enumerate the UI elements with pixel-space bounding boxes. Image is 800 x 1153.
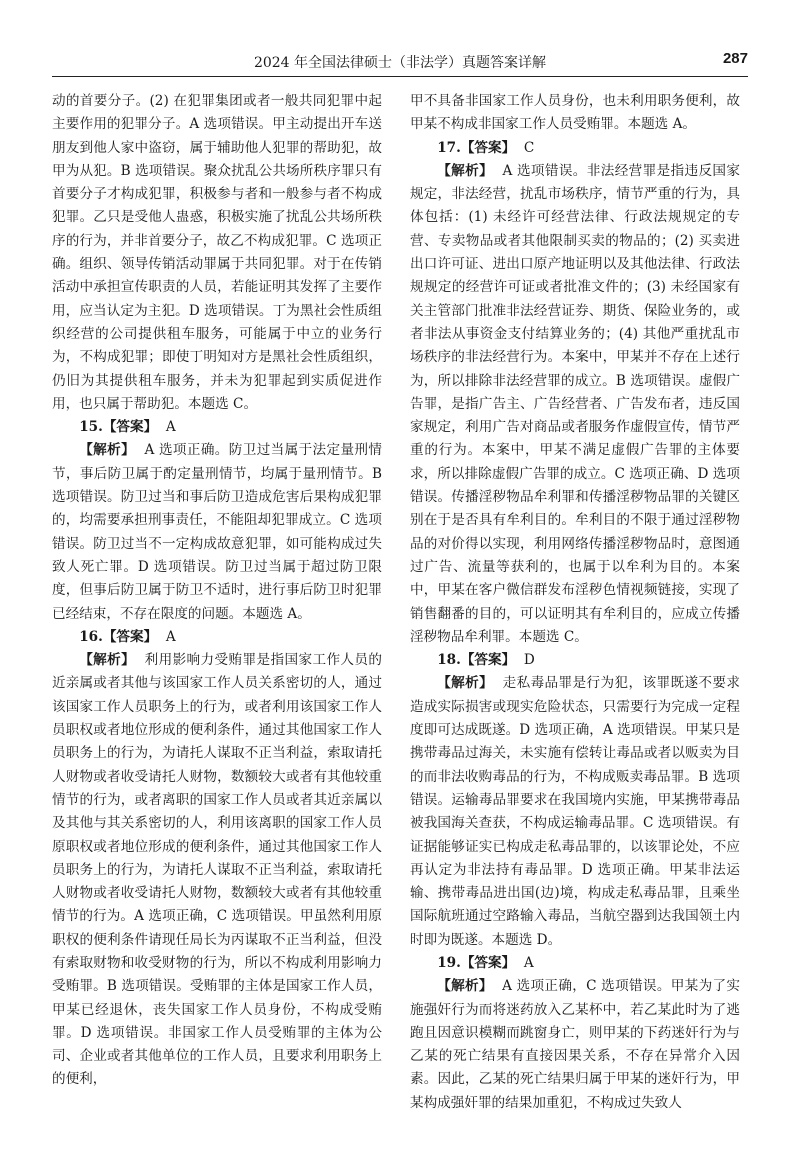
answer-label: 19.【答案】 xyxy=(437,954,516,971)
header-title: 2024 年全国法律硕士（非法学）真题答案详解 xyxy=(253,55,547,71)
analysis-15 xyxy=(52,439,382,625)
analysis-label: 【解析】 xyxy=(79,442,136,459)
answer-19 xyxy=(410,952,740,975)
answer-value: A xyxy=(165,419,176,436)
paragraph-continued: 动的首要分子。(2) 在犯罪集团或者一般共同犯罪中起主要作用的犯罪分子。A 选项错误。甲主动提出开车送朋友到他人家中盗窃，属于辅助他人犯罪的帮助犯，故甲为从犯。B 选项错误。聚众扰乱公共场所秩序罪只有首要分子才构成犯罪，积极参与者和一般参与者不构成犯罪。乙只是受他人蛊惑，积极实施了扰乱公共场所秩序的行为，并非首要分子，故乙不构成犯罪。C 选项正确。组织、领导传销活动罪属于共同犯罪。对于在传销活动中承担宣传职责的人员，若能证明其发挥了主要作用，应当认定为主犯。D 选项错误。丁为黑社会性质组织经营的公司提供租车服务，可能属于中立的业务行为，不构成犯罪；即使丁明知对方是黑社会性质组织，仍旧为其提供租车服务，并未为犯罪起到实质促进作用，也只属于帮助犯。本题选 C。 xyxy=(52,93,382,412)
analysis-19 xyxy=(410,975,740,1115)
analysis-text: A 选项错误。非法经营罪是指违反国家规定，非法经营，扰乱市场秩序，情节严重的行为，具体包括：(1) 未经许可经营法律、行政法规规定的专营、专卖物品或者其他限制买卖的物品的；(2) 买卖进出口许可证、进出口原产地证明以及其他法律、行政法规规定的经营许可证或者批准文件的；(3) 未经国家有关主管部门批准非法经营证券、期货、保险业务的，或者非法从事资金支付结算业务的；(4) 其他严重扰乱市场秩序的非法经营行为。本案中，甲某并不存在上述行为，所以排除非法经营罪的成立。B 选项错误。虚假广告罪，是指广告主、广告经营者、广告发布者，违反国家规定，利用广告对商品或者服务作虚假宣传，情节严重的行为。本案中，甲某不满足虚假广告罪的主体要求，所以排除虚假广告罪的成立。C 选项正确、D 选项错误。传播淫秽物品牟利罪和传播淫秽物品罪的关键区别在于是否具有牟利目的。牟利目的不限于通过淫秽物品的对价得以实现，利用网络传播淫秽物品时，意图通过广告、流量等获利的，也属于以牟利为目的。本案中，甲某在客户微信群发布淫秽色情视频链接，实现了销售翻番的目的，可以证明其有牟利目的，应成立传播淫秽物品牟利罪。本题选 C。 xyxy=(410,162,740,645)
analysis-text: 利用影响力受贿罪是指国家工作人员的近亲属或者其他与该国家工作人员关系密切的人，通过该国家工作人员职务上的行为，或者利用该国家工作人员职权或者地位形成的便利条件，通过其他国家工作人员职务上的行为，为请托人谋取不正当利益，索取请托人财物或者收受请托人财物，数额较大或者有其他较重情节的行为，或者离职的国家工作人员或者其近亲属以及其他与其关系密切的人，利用该离职的国家工作人员原职权或者地位形成的便利条件，通过其他国家工作人员职务上的行为，为请托人谋取不正当利益，索取请托人财物或者收受请托人财物，数额较大或者有其他较重情节的行为。A 选项正确，C 选项错误。甲虽然利用原职权的便利条件请现任局长为丙谋取不正当利益，但没有索取财物和收受财物的行为，所以不构成利用影响力受贿罪。B 选项错误。受贿罪的主体是国家工作人员，甲某已经退休，丧失国家工作人员身份，不构成受贿罪。D 选项错误。非国家工作人员受贿罪的主体为公司、企业或者其他单位的工作人员，且要求利用职务上的便利， xyxy=(52,652,383,1088)
answer-label: 15.【答案】 xyxy=(79,419,158,436)
answer-value: A xyxy=(165,628,176,645)
analysis-label: 【解析】 xyxy=(437,162,494,179)
page-header xyxy=(52,50,748,74)
header-rule xyxy=(52,76,748,77)
analysis-text: A 选项正确，C 选项错误。甲某为了实施强奸行为而将迷药放入乙某杯中，若乙某此时为了逃跑且因意识模糊而跳窗身亡，则甲某的下药迷奸行为与乙某的死亡结果有直接因果关系，不存在异常介入因素。因此，乙某的死亡结果归属于甲某的迷奸行为，甲某构成强奸罪的结果加重犯，不构成过失致人 xyxy=(410,978,740,1111)
answer-17 xyxy=(410,137,740,160)
analysis-18 xyxy=(410,672,740,952)
answer-value: A xyxy=(523,954,534,971)
answer-16 xyxy=(52,626,382,649)
analysis-label: 【解析】 xyxy=(79,652,136,669)
answer-value: C xyxy=(523,139,535,156)
answer-15 xyxy=(52,416,382,439)
page-number: 287 xyxy=(722,50,748,67)
left-column xyxy=(52,90,382,1092)
answer-label: 16.【答案】 xyxy=(79,628,158,645)
analysis-text: A 选项正确。防卫过当属于法定量刑情节，事后防卫属于酌定量刑情节，均属于量刑情节。B 选项错误。防卫过当和事后防卫造成危害后果构成犯罪的，均需要承担刑事责任，不能阻却犯罪成立。C 选项错误。防卫过当不一定构成故意犯罪，如可能构成过失致人死亡罪。D 选项错误。防卫过当属于超过防卫限度，但事后防卫属于防卫不适时，进行事后防卫时犯罪已经结束，不存在限度的问题。本题选 A。 xyxy=(52,442,382,622)
right-column xyxy=(410,90,740,1115)
answer-label: 17.【答案】 xyxy=(437,139,516,156)
analysis-label: 【解析】 xyxy=(437,978,493,995)
analysis-label: 【解析】 xyxy=(437,675,494,692)
paragraph-continued: 甲不具备非国家工作人员身份，也未利用职务便利，故甲某不构成非国家工作人员受贿罪。本题选 A。 xyxy=(410,93,740,133)
answer-18 xyxy=(410,649,740,672)
analysis-16 xyxy=(52,649,382,1092)
analysis-17 xyxy=(410,160,740,649)
answer-value: D xyxy=(523,652,535,669)
answer-label: 18.【答案】 xyxy=(437,652,516,669)
analysis-text: 走私毒品罪是行为犯，该罪既遂不要求造成实际损害或现实危险状态，只需要行为完成一定程度即可达成既遂。D 选项正确，A 选项错误。甲某只是携带毒品过海关，未实施有偿转让毒品或者以贩卖为目的而非法收购毒品的行为，不构成贩卖毒品罪。B 选项错误。运输毒品罪要求在我国境内实施，甲某携带毒品被我国海关查获，不构成运输毒品罪。C 选项错误。有证据能够证实已构成走私毒品罪的，以该罪论处，不应再认定为非法持有毒品罪。D 选项正确。甲某非法运输、携带毒品进出国(边)境，构成走私毒品罪，且乘坐国际航班通过空路输入毒品，当航空器到达我国领土内时即为既遂。本题选 D。 xyxy=(410,675,741,948)
